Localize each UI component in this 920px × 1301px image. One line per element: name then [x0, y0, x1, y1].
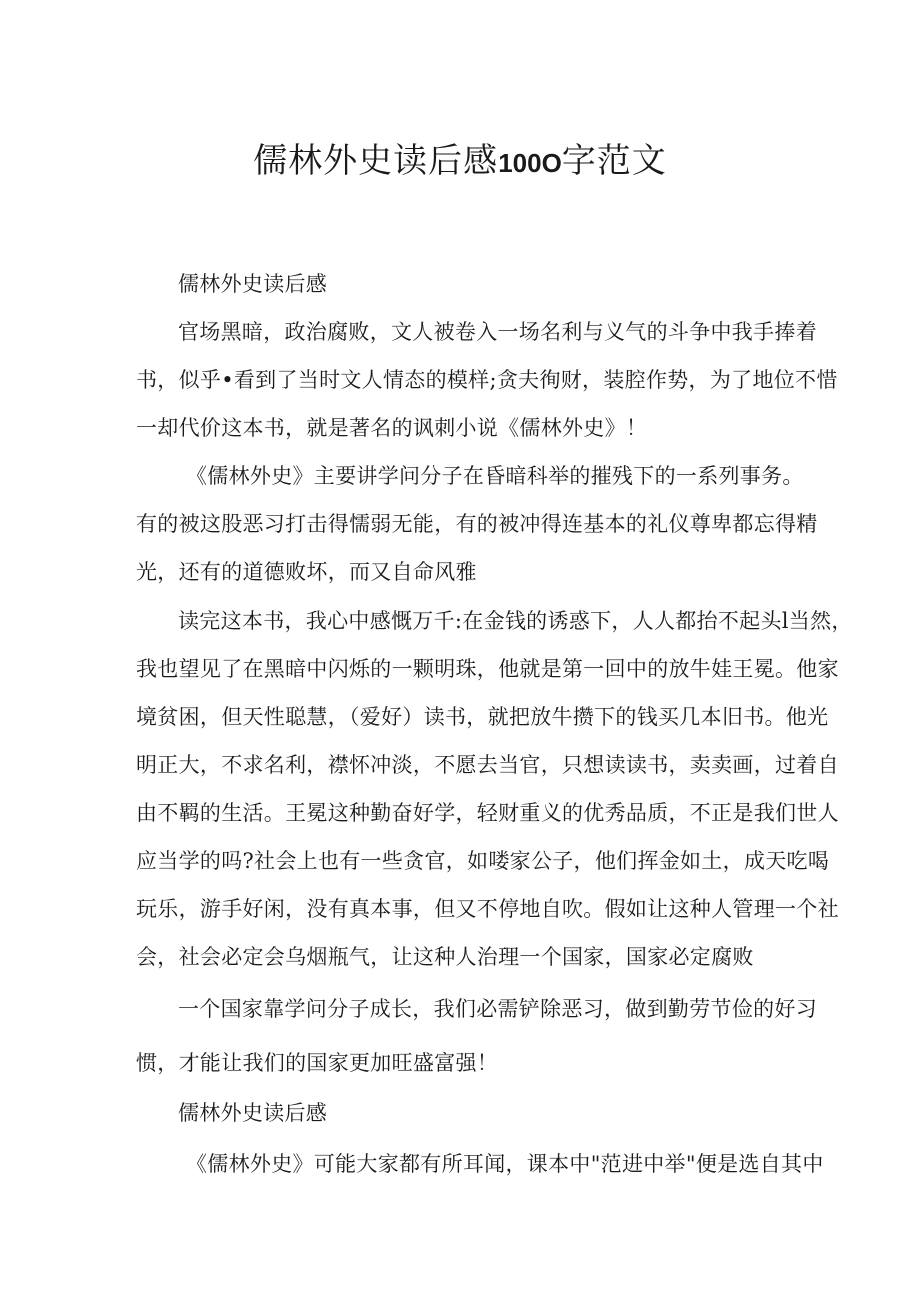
paragraph-line: 应当学的吗?社会上也有一些贪官，如喽家公子，他们挥金如土，成天吃喝: [136, 849, 830, 873]
paragraph-line: 《儒林外史》可能大家都有所耳闻，课本中"范进中举"便是选自其中: [186, 1152, 824, 1176]
section-heading: 儒林外史读后感: [178, 1101, 328, 1125]
paragraph-line: 官场黑暗，政治腐败，文人被卷入一场名利与义气的斗争中我手捧着: [178, 320, 817, 344]
paragraph-line: 一却代价这本书，就是著名的讽刺小说《儒林外史》！: [136, 416, 648, 440]
paragraph-line: 书，似乎•看到了当时文人情态的模样;贪夫徇财，装腔作势，为了地位不惜: [136, 368, 838, 392]
paragraph-line: 光，还有的道德败坏，而又自命风雅: [136, 560, 477, 584]
paragraph-line: 有的被这股恶习打击得懦弱无能，有的被冲得连基本的礼仪尊卑都忘得精: [136, 512, 818, 536]
paragraph-line: 读完这本书，我心中感慨万千:在金钱的诱惑下，人人都抬不起头l当然，: [178, 609, 853, 633]
title-main: 儒林外史读后感: [253, 141, 499, 181]
paragraph-line: 我也望见了在黑暗中闪烁的一颗明珠，他就是第一回中的放牛娃王冕。他家: [136, 657, 839, 681]
paragraph-line: 《儒林外史》主要讲学问分子在昏暗科举的摧残下的一系列事务。: [186, 464, 804, 488]
paragraph-line: 玩乐，游手好闲，没有真本事，但又不停地自吹。假如让这种人管理一个社: [136, 897, 839, 921]
paragraph-line: 明正大，不求名利，襟怀冲淡，不愿去当官，只想读读书，卖卖画，过着自: [136, 753, 839, 777]
paragraph-line: 会，社会必定会乌烟瓶气，让这种人治理一个国家，国家必定腐败: [136, 945, 754, 969]
section-heading: 儒林外史读后感: [178, 272, 328, 296]
document-title: [0, 136, 920, 188]
paragraph-line: 境贫困，但天性聪慧，（爱好）读书，就把放牛攒下的钱买几本旧书。他光: [136, 705, 829, 729]
title-number: 100O: [498, 148, 562, 178]
paragraph-line: 惯，才能让我们的国家更加旺盛富强！: [136, 1051, 499, 1075]
paragraph-line: 一个国家靠学问分子成长，我们必需铲除恶习，做到勤劳节俭的好习: [178, 997, 817, 1021]
paragraph-line: 由不羁的生活。王冕这种勤奋好学，轻财重义的优秀品质，不正是我们世人: [136, 801, 839, 825]
title-tail: 字范文: [561, 141, 667, 181]
